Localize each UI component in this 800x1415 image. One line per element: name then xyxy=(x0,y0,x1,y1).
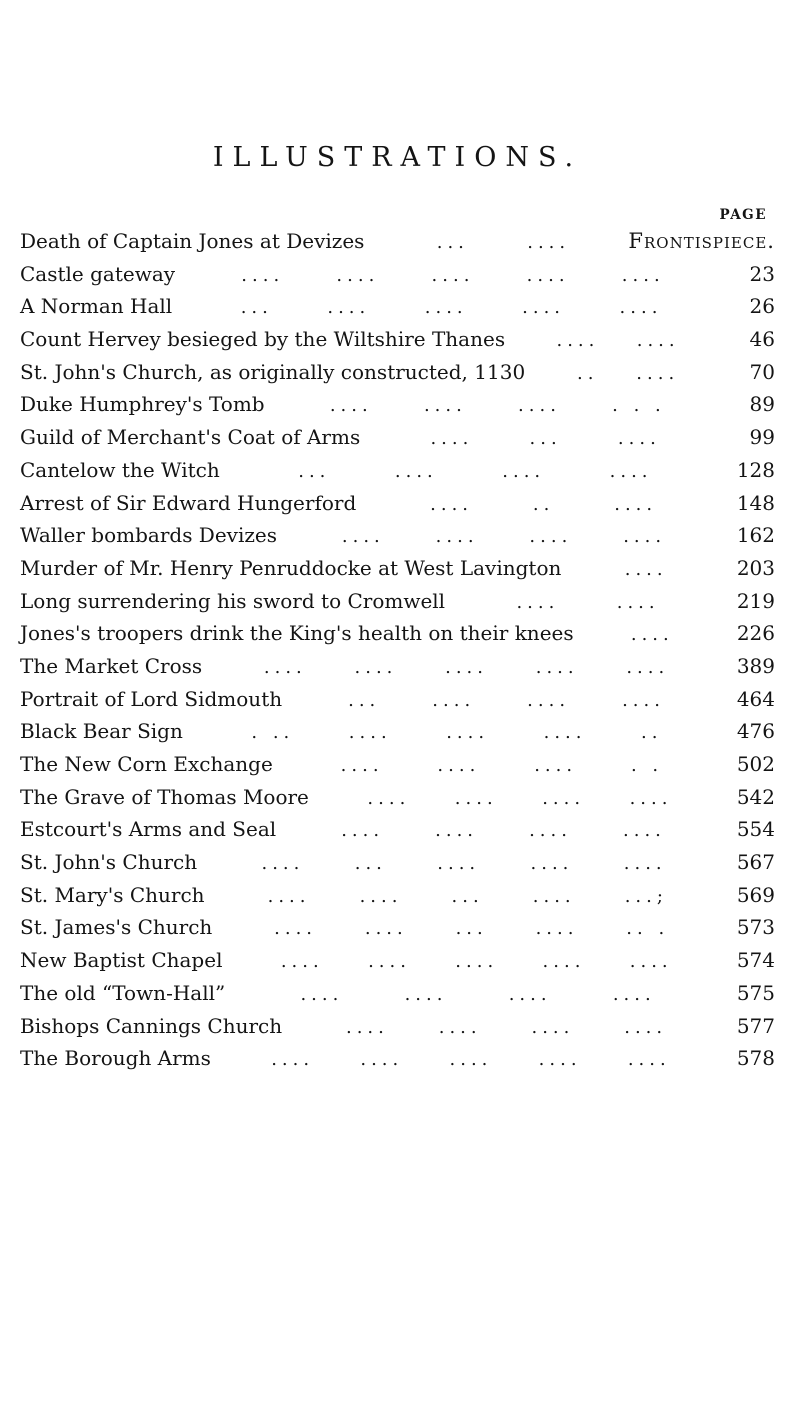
dot-group: .... xyxy=(263,656,307,678)
dot-group: . .. xyxy=(251,722,295,744)
dot-leader xyxy=(378,232,628,253)
entry-title: The New Corn Exchange xyxy=(20,752,273,776)
entry-title: St. John's Church, as originally constructed, 1130 xyxy=(20,359,526,384)
dot-group: .... xyxy=(629,787,673,809)
dot-leader xyxy=(239,984,717,1005)
entry-page: 464 xyxy=(736,686,775,711)
dot-leader xyxy=(211,853,717,874)
dot-leader xyxy=(216,657,717,678)
dot-leader xyxy=(226,918,717,939)
dot-leader xyxy=(588,624,717,645)
dot-group: .... xyxy=(535,656,579,678)
entry-page: 554 xyxy=(736,817,775,842)
dot-group: .... xyxy=(617,428,661,450)
entry-page: 575 xyxy=(736,980,775,1005)
dot-group: .... xyxy=(627,1049,671,1071)
dot-group: .... xyxy=(435,820,479,842)
entry-title: Murder of Mr. Henry Penruddocke at West Lavington xyxy=(20,555,562,580)
toc-entry xyxy=(20,915,775,948)
entry-page: 23 xyxy=(749,261,775,286)
toc-entry xyxy=(20,556,775,589)
dot-leader xyxy=(197,722,717,743)
toc-entry xyxy=(20,752,775,785)
toc-entry xyxy=(20,785,775,818)
dot-leader xyxy=(234,461,717,482)
entry-title: St. John's Church xyxy=(20,850,198,875)
entry-title: Bishops Cannings Church xyxy=(20,1013,283,1038)
toc-entry xyxy=(20,491,775,524)
dot-group: .... xyxy=(529,820,572,842)
toc-entry xyxy=(20,719,775,752)
dot-group: .... xyxy=(438,1016,482,1038)
entry-page: 226 xyxy=(736,621,775,646)
dot-leader xyxy=(290,820,717,841)
dot-group: .... xyxy=(368,951,411,973)
dot-group: .... xyxy=(327,297,371,319)
dot-group: .... xyxy=(271,1049,315,1071)
toc-entry xyxy=(20,981,775,1014)
dot-group: .... xyxy=(527,689,571,711)
entry-page: 573 xyxy=(736,915,775,940)
dot-group: .... xyxy=(300,983,344,1005)
dot-group: .... xyxy=(329,395,373,417)
dot-group: .... xyxy=(341,526,385,548)
entry-page: 567 xyxy=(736,850,775,875)
dot-group: ... xyxy=(354,853,387,875)
dot-group: .... xyxy=(630,624,674,646)
toc-entry xyxy=(20,229,775,262)
dot-group: .... xyxy=(623,526,667,548)
entry-title: Duke Humphrey's Tomb xyxy=(20,392,265,417)
entry-page: Frontispiece. xyxy=(628,229,775,253)
dot-group: ... xyxy=(529,428,562,450)
dot-group: .... xyxy=(432,689,476,711)
dot-leader xyxy=(459,592,717,613)
dot-leader xyxy=(236,951,717,972)
dot-group: .. xyxy=(577,362,599,384)
entry-page: 476 xyxy=(736,719,775,744)
dot-group: .... xyxy=(280,951,324,973)
entry-title: The old “Town-Hall” xyxy=(20,980,226,1005)
dot-leader xyxy=(219,886,717,907)
toc-entry xyxy=(20,817,775,850)
dot-leader xyxy=(186,297,717,318)
dot-group: .... xyxy=(394,460,438,482)
dot-group: .. xyxy=(641,722,663,744)
dot-group: .... xyxy=(437,853,481,875)
dot-leader xyxy=(370,494,717,515)
entry-page: 577 xyxy=(736,1013,775,1038)
dot-group: ... xyxy=(451,885,484,907)
entry-page: 162 xyxy=(736,523,775,548)
dot-group: ...; xyxy=(624,885,668,907)
toc-list xyxy=(20,229,775,1079)
dot-group: .... xyxy=(538,1049,582,1071)
entry-title: Castle gateway xyxy=(20,261,176,286)
dot-group: .... xyxy=(274,918,318,940)
entry-page: 389 xyxy=(736,653,775,678)
entry-title: Arrest of Sir Edward Hungerford xyxy=(20,490,357,515)
dot-group: .... xyxy=(621,264,665,286)
toc-entry xyxy=(20,589,775,622)
toc-entry xyxy=(20,1046,775,1079)
dot-group: .... xyxy=(616,591,660,613)
dot-group: .... xyxy=(241,264,285,286)
dot-group: .. xyxy=(532,493,555,515)
entry-page: 219 xyxy=(736,588,775,613)
dot-group: .... xyxy=(404,983,448,1005)
dot-group: ... xyxy=(348,689,381,711)
dot-group: .... xyxy=(619,297,663,319)
dot-group: .... xyxy=(340,755,384,776)
dot-group: ... xyxy=(436,232,469,253)
entry-title: Guild of Merchant's Coat of Arms xyxy=(20,425,361,450)
dot-group: ... xyxy=(298,460,331,482)
entry-title: The Market Cross xyxy=(20,653,203,678)
entry-page: 46 xyxy=(749,327,775,352)
dot-group: .... xyxy=(527,232,571,253)
entry-title: The Borough Arms xyxy=(20,1046,211,1071)
entry-title: Long surrendering his sword to Cromwell xyxy=(20,588,446,613)
toc-entry xyxy=(20,523,775,556)
dot-group: .... xyxy=(516,591,560,613)
dot-group: .... xyxy=(534,755,578,776)
entry-title: Black Bear Sign xyxy=(20,719,183,744)
dot-group: .... xyxy=(354,656,398,678)
dot-leader xyxy=(539,363,717,384)
dot-group: .... xyxy=(336,264,380,286)
dot-group: .... xyxy=(348,722,392,744)
toc-entry xyxy=(20,850,775,883)
entry-page: 26 xyxy=(749,294,775,319)
dot-group: .... xyxy=(543,722,587,744)
dot-group: .... xyxy=(430,428,474,450)
dot-group: . . xyxy=(630,755,664,776)
entry-title: Cantelow the Witch xyxy=(20,457,220,482)
entry-title: Portrait of Lord Sidmouth xyxy=(20,686,283,711)
dot-leader xyxy=(323,788,717,809)
dot-group: .... xyxy=(530,853,574,875)
toc-entry xyxy=(20,294,775,327)
dot-group: .... xyxy=(430,493,474,515)
dot-group: .... xyxy=(626,656,670,678)
dot-leader xyxy=(374,428,717,449)
dot-group: .... xyxy=(364,918,408,940)
dot-group: .... xyxy=(508,983,552,1005)
dot-group: .... xyxy=(267,885,311,907)
toc-entry xyxy=(20,458,775,491)
dot-leader xyxy=(287,755,717,776)
dot-group: ... xyxy=(455,918,488,940)
entry-page: 203 xyxy=(736,555,775,580)
dot-leader xyxy=(575,559,717,580)
dot-group: ... xyxy=(240,297,273,319)
dot-leader xyxy=(296,690,717,711)
dot-group: .... xyxy=(609,460,653,482)
dot-group: .... xyxy=(360,1049,404,1071)
entry-page: 542 xyxy=(736,784,775,809)
entry-page: 70 xyxy=(749,359,775,384)
toc-entry xyxy=(20,360,775,393)
dot-group: .... xyxy=(455,951,499,973)
dot-group: .... xyxy=(529,526,573,548)
dot-group: .... xyxy=(532,885,576,907)
dot-group: .... xyxy=(435,526,479,548)
dot-leader xyxy=(279,395,717,416)
entry-page: 89 xyxy=(749,392,775,417)
entry-title: Jones's troopers drink the King's health on their knees xyxy=(20,621,574,646)
dot-group: .... xyxy=(623,820,666,842)
dot-group: .... xyxy=(542,951,586,973)
dot-group: .... xyxy=(614,493,658,515)
entry-title: New Baptist Chapel xyxy=(20,948,223,973)
entry-title: Count Hervey besieged by the Wiltshire Thanes xyxy=(20,327,506,352)
dot-group: .... xyxy=(424,297,468,319)
dot-leader xyxy=(296,1017,717,1038)
toc-entry xyxy=(20,262,775,295)
dot-group: .... xyxy=(612,983,656,1005)
dot-group: .... xyxy=(526,264,570,286)
dot-group: .... xyxy=(624,1016,668,1038)
toc-entry xyxy=(20,327,775,360)
entry-title: A Norman Hall xyxy=(20,294,173,319)
entry-title: Estcourt's Arms and Seal xyxy=(20,817,277,842)
dot-group: .... xyxy=(446,722,490,744)
dot-group: .... xyxy=(449,1049,493,1071)
dot-group: .... xyxy=(367,787,411,809)
dot-leader xyxy=(291,526,717,547)
dot-group: .... xyxy=(502,460,546,482)
entry-title: Death of Captain Jones at Devizes xyxy=(20,229,365,253)
entry-page: 578 xyxy=(736,1046,775,1071)
entry-page: 569 xyxy=(736,882,775,907)
page-column-label: PAGE xyxy=(719,207,767,223)
dot-group: . . . xyxy=(612,395,666,417)
entry-page: 148 xyxy=(736,490,775,515)
dot-group: .... xyxy=(431,264,475,286)
dot-group: .. . xyxy=(626,918,670,940)
entry-title: Waller bombards Devizes xyxy=(20,523,278,548)
dot-group: .... xyxy=(629,951,673,973)
toc-entry xyxy=(20,948,775,981)
dot-group: .... xyxy=(437,755,481,776)
toc-entry xyxy=(20,1014,775,1047)
toc-entry xyxy=(20,654,775,687)
dot-leader xyxy=(189,265,717,286)
entry-title: St. Mary's Church xyxy=(20,882,205,907)
toc-entry xyxy=(20,392,775,425)
entry-page: 128 xyxy=(736,457,775,482)
dot-group: .... xyxy=(522,297,566,319)
dot-group: .... xyxy=(359,885,403,907)
dot-group: .... xyxy=(345,1016,389,1038)
toc-entry xyxy=(20,687,775,720)
dot-group: .... xyxy=(623,853,667,875)
dot-group: .... xyxy=(454,787,498,809)
dot-group: .... xyxy=(622,689,665,711)
entry-title: St. James's Church xyxy=(20,915,213,940)
entry-title: The Grave of Thomas Moore xyxy=(20,784,309,809)
entry-page: 574 xyxy=(736,948,775,973)
dot-leader xyxy=(225,1049,717,1070)
dot-group: .... xyxy=(423,395,467,417)
dot-group: .... xyxy=(636,330,680,352)
toc-entry xyxy=(20,883,775,916)
entry-page: 502 xyxy=(736,752,775,776)
dot-group: .... xyxy=(556,330,600,352)
dot-group: .... xyxy=(531,1016,575,1038)
dot-leader xyxy=(519,330,717,351)
dot-group: .... xyxy=(542,787,586,809)
dot-group: .... xyxy=(445,656,488,678)
toc-entry xyxy=(20,425,775,458)
toc-entry xyxy=(20,621,775,654)
entry-page: 99 xyxy=(749,425,775,450)
dot-group: .... xyxy=(624,558,668,580)
dot-group: .... xyxy=(636,362,680,384)
page-title: ILLUSTRATIONS. xyxy=(212,142,583,173)
dot-group: .... xyxy=(261,853,305,875)
dot-group: .... xyxy=(535,918,579,940)
dot-group: .... xyxy=(341,820,385,842)
dot-group: .... xyxy=(518,395,561,417)
